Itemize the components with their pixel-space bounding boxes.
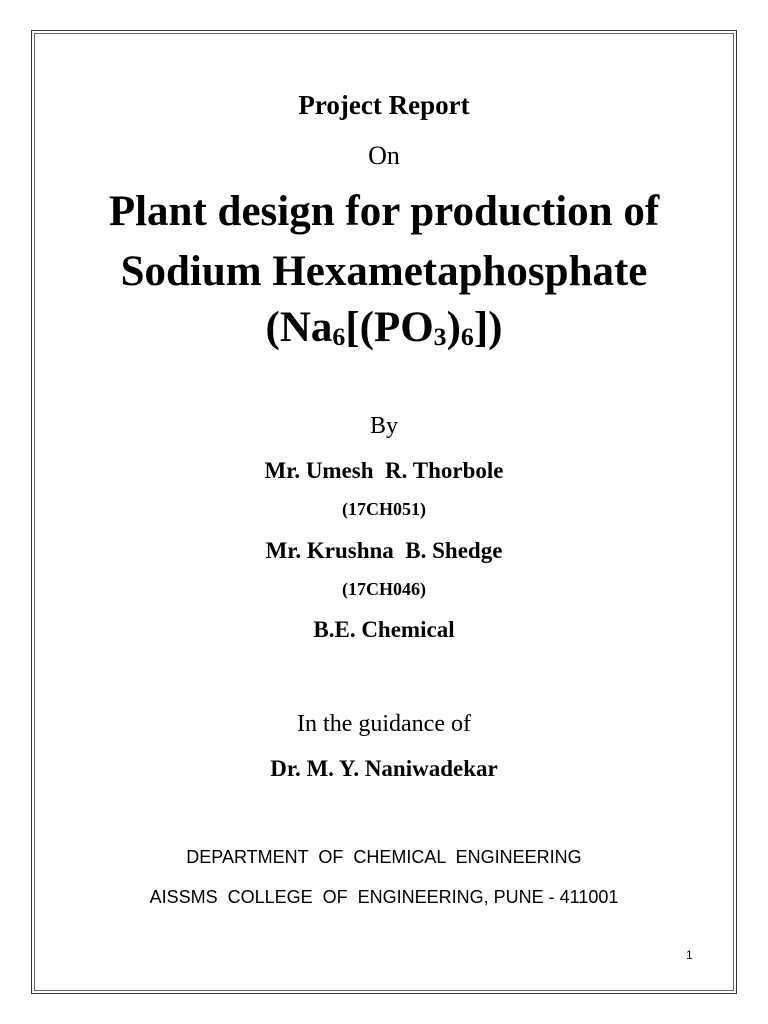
formula-sub-1: 6 bbox=[332, 321, 346, 351]
guide-name: Dr. M. Y. Naniwadekar bbox=[270, 756, 498, 781]
formula-part-mid2: ) bbox=[446, 304, 461, 351]
guidance-label: In the guidance of bbox=[297, 711, 471, 737]
author-id-1: (17CH051) bbox=[342, 499, 426, 519]
degree-label: B.E. Chemical bbox=[313, 617, 455, 642]
author-name-2: Mr. Krushna B. Shedge bbox=[265, 538, 503, 563]
formula-sub-2: 3 bbox=[433, 321, 447, 351]
department-name: DEPARTMENT OF CHEMICAL ENGINEERING bbox=[186, 847, 582, 867]
author-id-2: (17CH046) bbox=[342, 579, 426, 599]
formula-part-open: (Na bbox=[265, 304, 333, 351]
on-label: On bbox=[368, 141, 400, 170]
formula-sub-3: 6 bbox=[460, 321, 474, 351]
formula-part-close: ]) bbox=[473, 304, 503, 351]
chemical-formula bbox=[0, 303, 768, 352]
college-name: AISSMS COLLEGE OF ENGINEERING, PUNE - 411001 bbox=[149, 887, 619, 907]
formula-part-mid: [(PO bbox=[345, 304, 434, 351]
report-heading: Project Report bbox=[298, 90, 470, 120]
author-name-1: Mr. Umesh R. Thorbole bbox=[264, 458, 504, 483]
title-line-2: Sodium Hexametaphosphate bbox=[120, 248, 648, 295]
by-label: By bbox=[369, 413, 398, 439]
page-number: 1 bbox=[686, 948, 693, 962]
title-line-1: Plant design for production of bbox=[108, 188, 660, 235]
